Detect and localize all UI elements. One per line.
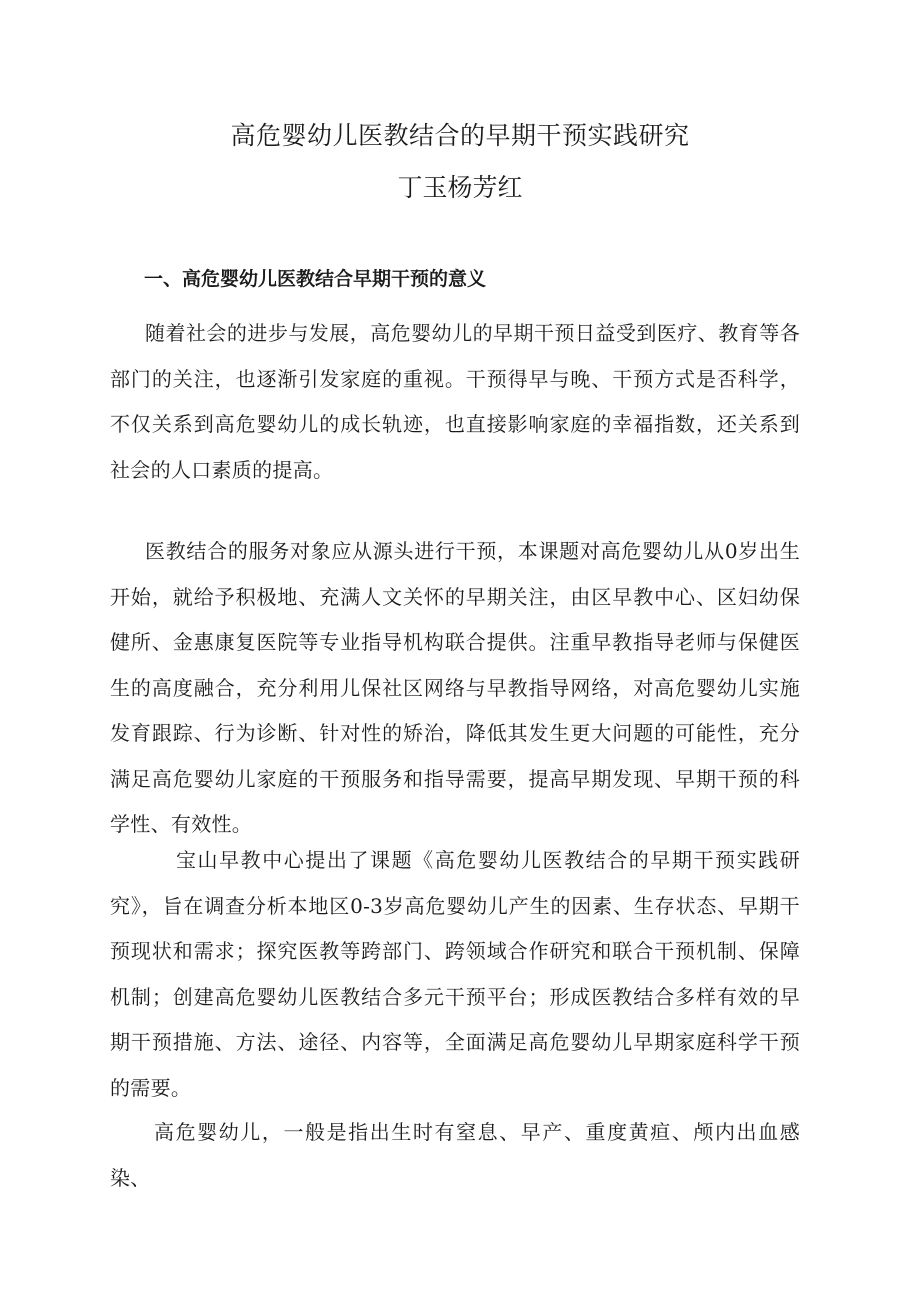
paragraph-2: 医教结合的服务对象应从源头进行干预，本课题对高危婴幼儿从0岁出生开始，就给予积极地、充满人文关怀的早期关注，由区早教中心、区妇幼保健所、金惠康复医院等专业指导机构联合提供。注重早教指导老师与保健医生的高度融合，充分利用儿保社区网络与早教指导网络，对高危婴幼儿实施发育跟踪、行为诊断、针对性的矫治，降低其发生更大问题的可能性，充分满足高危婴幼儿家庭的干预服务和指导需要，提高早期发现、早期干预的科学性、有效性。 xyxy=(110,539,800,836)
paragraph-1: 随着社会的进步与发展，高危婴幼儿的早期干预日益受到医疗、教育等各部门的关注，也逐渐引发家庭的重视。干预得早与晚、干预方式是否科学，不仅关系到高危婴幼儿的成长轨迹，也直接影响家庭的幸福指数，还关系到社会的人口素质的提高。 xyxy=(110,321,800,482)
paragraph-4: 高危婴幼儿，一般是指出生时有窒息、早产、重度黄疸、颅内出血感染、 xyxy=(110,1120,800,1190)
document-authors: 丁玉杨芳红 xyxy=(397,173,523,202)
paragraph-3: 宝山早教中心提出了课题《高危婴幼儿医教结合的早期干预实践研究》，旨在调查分析本地区0-3岁高危婴幼儿产生的因素、生存状态、早期干预现状和需求；探究医教等跨部门、跨领域合作研究和联合干预机制、保障机制；创建高危婴幼儿医教结合多元干预平台；形成医教结合多样有效的早期干预措施、方法、途径、内容等，全面满足高危婴幼儿早期家庭科学干预的需要。 xyxy=(110,848,800,1100)
section-heading: 一、高危婴幼儿医教结合早期干预的意义 xyxy=(144,268,487,290)
document-title: 高危婴幼儿医教结合的早期干预实践研究 xyxy=(230,121,690,150)
